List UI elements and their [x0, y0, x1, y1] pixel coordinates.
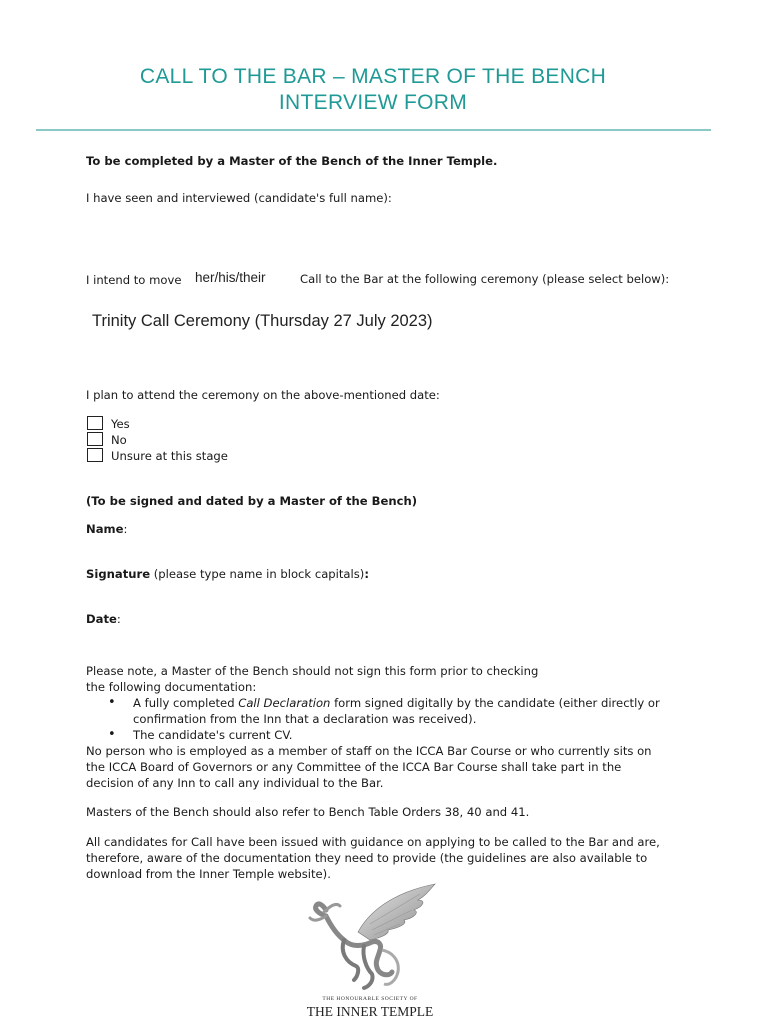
note-block: [86, 663, 706, 791]
attend-question: I plan to attend the ceremony on the above-mentioned date:: [86, 388, 440, 402]
bullet2-text: The candidate's current CV.: [133, 728, 293, 742]
inner-temple-logo: [300, 880, 440, 1020]
form-title-line1: CALL TO THE BAR – MASTER OF THE BENCH: [139, 65, 607, 88]
note-line2: the following documentation:: [86, 680, 257, 694]
staff-line3: decision of any Inn to call any individual to the Bar.: [86, 776, 384, 790]
signature-field[interactable]: [390, 563, 690, 583]
ceremony-select[interactable]: Trinity Call Ceremony (Thursday 27 July 2023): [92, 312, 433, 330]
list-item: [86, 695, 706, 727]
call-declaration-term: Call Declaration: [238, 696, 331, 710]
staff-line1: No person who is employed as a member of staff on the ICCA Bar Course or who currently sits on: [86, 744, 652, 758]
guidance-line3: download from the Inner Temple website).: [86, 867, 331, 881]
note-line1: Please note, a Master of the Bench should not sign this form prior to checking: [86, 664, 539, 678]
bullet1-suffix: form signed digitally by the candidate (either directly or: [330, 696, 660, 710]
intro-text: To be completed by a Master of the Bench of the Inner Temple.: [86, 154, 498, 168]
date-field[interactable]: [125, 608, 425, 628]
bullet1-line2: confirmation from the Inn that a declaration was received).: [133, 712, 477, 726]
checkbox-unsure[interactable]: [87, 448, 103, 462]
title-divider: [36, 129, 711, 131]
bench-orders-text: Masters of the Bench should also refer to Bench Table Orders 38, 40 and 41.: [86, 805, 530, 819]
checkbox-yes[interactable]: [87, 416, 103, 430]
staff-line2: the ICCA Board of Governors or any Committee of the ICCA Bar Course shall take part in the: [86, 760, 622, 774]
bullet1-prefix: A fully completed: [133, 696, 239, 710]
date-label: Date: [86, 612, 117, 626]
name-field[interactable]: [130, 518, 690, 538]
logo-small-text: THE HONOURABLE SOCIETY OF: [322, 996, 418, 1002]
signature-colon: :: [364, 567, 369, 581]
name-row: [86, 521, 127, 537]
signoff-heading: (To be signed and dated by a Master of the Bench): [86, 494, 418, 508]
documentation-list: [86, 695, 706, 743]
logo-big-text: THE INNER TEMPLE: [306, 1004, 434, 1019]
intend-prefix: I intend to move: [86, 273, 182, 287]
signature-label: Signature: [86, 567, 151, 581]
guidance-line1: All candidates for Call have been issued with guidance on applying to be called to the Bar and are,: [86, 835, 660, 849]
interviewed-label: I have seen and interviewed (candidate's full name):: [86, 191, 392, 205]
form-title-line2: INTERVIEW FORM: [278, 91, 468, 114]
list-item: [86, 727, 706, 743]
pegasus-icon: [300, 880, 440, 995]
guidance-line2: therefore, aware of the documentation they need to provide (the guidelines are also available to: [86, 851, 648, 865]
form-title: [0, 64, 746, 116]
intend-suffix: Call to the Bar at the following ceremony (please select below):: [300, 272, 670, 286]
date-colon: :: [116, 612, 121, 626]
signature-row: [86, 566, 369, 582]
date-row: [86, 611, 121, 627]
name-label: Name: [86, 522, 124, 536]
signature-hint: (please type name in block capitals): [153, 567, 365, 581]
staff-paragraph: [86, 743, 706, 791]
pronoun-field[interactable]: her/his/their: [195, 270, 266, 285]
option-no-label: No: [111, 433, 127, 447]
option-yes-label: Yes: [111, 417, 130, 431]
option-unsure-label: Unsure at this stage: [111, 449, 228, 463]
checkbox-no[interactable]: [87, 432, 103, 446]
name-colon: :: [123, 522, 128, 536]
guidance-paragraph: [86, 834, 706, 882]
